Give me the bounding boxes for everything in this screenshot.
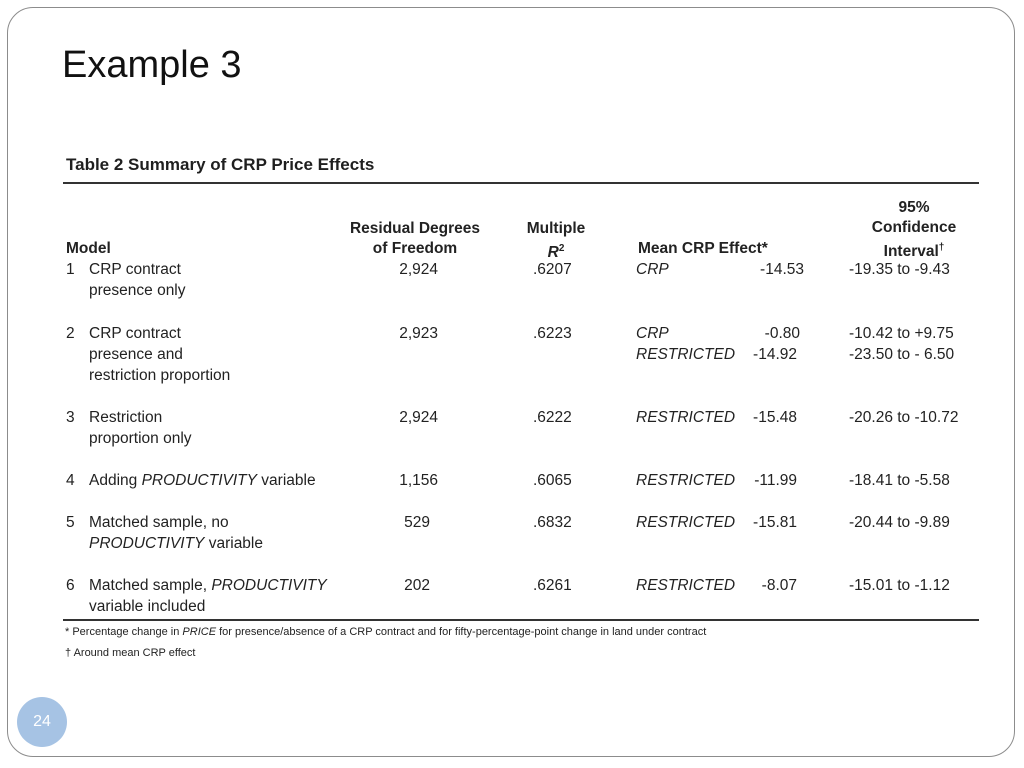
row-1-effect-value: -14.53 bbox=[760, 261, 804, 278]
row-1-number: 1 bbox=[66, 261, 75, 278]
row-3-r2: .6222 bbox=[533, 409, 572, 426]
table-bottom-rule bbox=[63, 619, 979, 621]
row-1-df: 2,924 bbox=[399, 261, 438, 278]
header-confidence-interval: 95% Confidence Interval† bbox=[871, 199, 957, 261]
row-4-r2: .6065 bbox=[533, 472, 572, 489]
row-2-ci-1: -10.42 to +9.75 bbox=[849, 325, 954, 342]
slide-title: Example 3 bbox=[62, 44, 242, 86]
row-6-model: Matched sample, PRODUCTIVITY variable included bbox=[89, 577, 327, 615]
row-3-model: Restriction proportion only bbox=[89, 409, 192, 447]
footnote-dagger: † Around mean CRP effect bbox=[65, 647, 196, 659]
row-1-r2: .6207 bbox=[533, 261, 572, 278]
row-3-ci: -20.26 to -10.72 bbox=[849, 409, 959, 426]
row-5-ci: -20.44 to -9.89 bbox=[849, 514, 950, 531]
row-2-df: 2,923 bbox=[399, 325, 438, 342]
table-top-rule bbox=[63, 182, 979, 184]
row-1-effect-label: CRP bbox=[636, 261, 669, 278]
row-6-effect-value: -8.07 bbox=[761, 577, 797, 594]
row-2-r2: .6223 bbox=[533, 325, 572, 342]
row-5-effect-label: RESTRICTED bbox=[636, 514, 736, 531]
table-caption: Table 2 Summary of CRP Price Effects bbox=[66, 155, 375, 174]
footnote-star: * Percentage change in PRICE for presence/absence of a CRP contract and for fifty-percentage-point change in land under contract bbox=[65, 626, 707, 638]
header-mean-crp-effect: Mean CRP Effect* bbox=[638, 240, 768, 257]
row-4-model: Adding PRODUCTIVITY variable bbox=[89, 472, 316, 489]
row-6-r2: .6261 bbox=[533, 577, 572, 594]
row-6-df: 202 bbox=[404, 577, 430, 594]
row-3-effect-value: -15.48 bbox=[753, 409, 797, 426]
row-2-effect-value-2: -14.92 bbox=[753, 346, 797, 363]
row-2-effect-value-1: -0.80 bbox=[764, 325, 800, 342]
row-6-number: 6 bbox=[66, 577, 75, 594]
row-2-number: 2 bbox=[66, 325, 75, 342]
row-2-effect-label-2: RESTRICTED bbox=[636, 346, 736, 363]
row-6-effect-label: RESTRICTED bbox=[636, 577, 736, 594]
row-4-effect-label: RESTRICTED bbox=[636, 472, 736, 489]
row-3-df: 2,924 bbox=[399, 409, 438, 426]
header-multiple-r2: Multiple $R^2$ bbox=[526, 220, 586, 262]
row-5-number: 5 bbox=[66, 514, 75, 531]
row-6-ci: -15.01 to -1.12 bbox=[849, 577, 950, 594]
row-5-r2: .6832 bbox=[533, 514, 572, 531]
header-model: Model bbox=[66, 240, 111, 257]
row-3-number: 3 bbox=[66, 409, 75, 426]
row-5-df: 529 bbox=[404, 514, 430, 531]
page-number-badge: 24 bbox=[17, 697, 67, 747]
row-3-effect-label: RESTRICTED bbox=[636, 409, 736, 426]
row-5-model: Matched sample, no PRODUCTIVITY variable bbox=[89, 514, 263, 552]
row-1-model: CRP contract presence only bbox=[89, 261, 186, 299]
row-4-df: 1,156 bbox=[399, 472, 438, 489]
row-2-effect-label-1: CRP bbox=[636, 325, 669, 342]
row-4-number: 4 bbox=[66, 472, 75, 489]
header-residual-df: Residual Degrees of Freedom bbox=[349, 220, 481, 257]
row-4-ci: -18.41 to -5.58 bbox=[849, 472, 950, 489]
row-4-effect-value: -11.99 bbox=[754, 472, 797, 489]
row-5-effect-value: -15.81 bbox=[753, 514, 797, 531]
row-1-ci: -19.35 to -9.43 bbox=[849, 261, 950, 278]
row-2-ci-2: -23.50 to - 6.50 bbox=[849, 346, 955, 363]
row-2-model: CRP contract presence and restriction proportion bbox=[89, 325, 231, 384]
